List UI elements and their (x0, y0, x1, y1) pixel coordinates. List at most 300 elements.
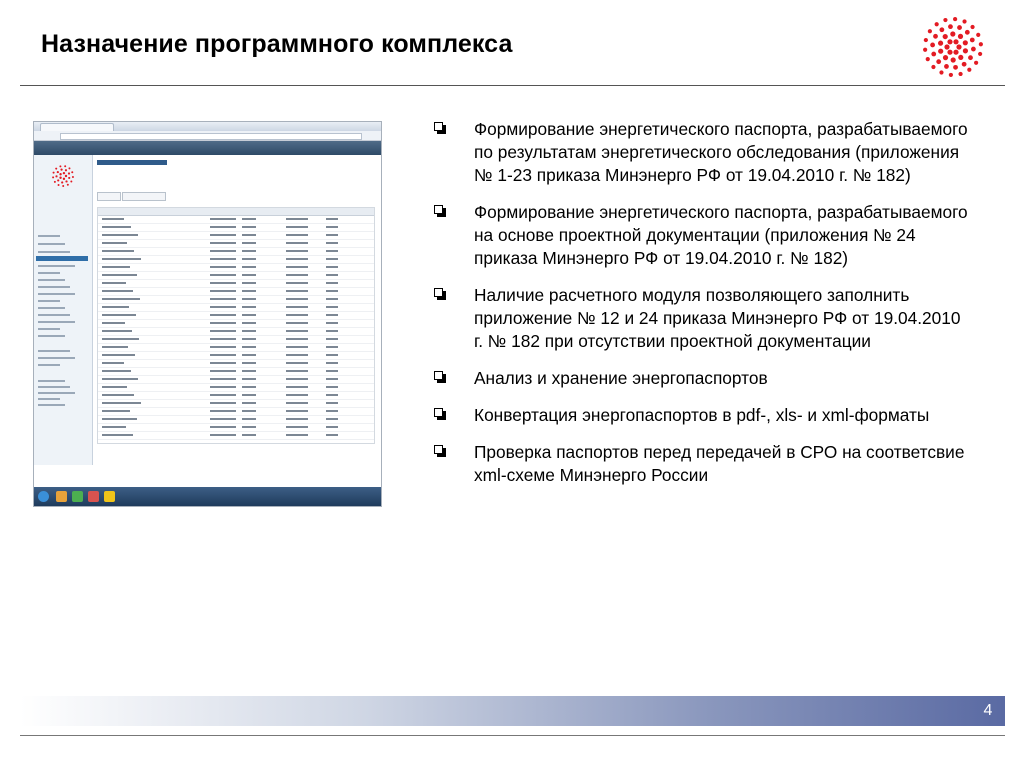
grid-cell (242, 346, 256, 348)
passport-grid (97, 207, 375, 444)
grid-cell (286, 298, 308, 300)
grid-cell (326, 274, 338, 276)
grid-cell (102, 346, 128, 348)
logo-dot (943, 55, 948, 60)
logo-dot (52, 176, 54, 178)
grid-cell (102, 362, 124, 364)
toolbar-button (97, 192, 121, 201)
grid-cell (102, 402, 141, 404)
grid-cell (326, 426, 338, 428)
grid-cell (102, 234, 138, 236)
grid-cell (242, 290, 256, 292)
grid-row (98, 368, 374, 376)
logo-dot (55, 175, 57, 177)
grid-row (98, 312, 374, 320)
logo-dot (970, 38, 975, 43)
grid-cell (326, 370, 338, 372)
grid-cell (242, 378, 256, 380)
logo-dot (936, 59, 941, 64)
grid-cell (326, 330, 338, 332)
grid-row (98, 352, 374, 360)
grid-cell (242, 234, 256, 236)
sidebar-item (38, 357, 75, 359)
sidebar-item (38, 272, 60, 274)
red-dot-sunburst-logo (918, 14, 988, 80)
square-bullet-icon (434, 205, 446, 217)
grid-cell (210, 234, 236, 236)
logo-dot (953, 65, 958, 70)
grid-row (98, 224, 374, 232)
grid-cell (286, 218, 308, 220)
grid-cell (210, 306, 236, 308)
logo-dot (944, 44, 949, 49)
square-bullet-icon (434, 122, 446, 134)
grid-cell (242, 354, 256, 356)
grid-cell (210, 434, 236, 436)
grid-cell (210, 322, 236, 324)
browser-address-bar (34, 131, 381, 141)
grid-cell (102, 322, 125, 324)
grid-cell (286, 338, 308, 340)
logo-dot (62, 185, 64, 187)
grid-cell (102, 330, 132, 332)
app-sidebar (34, 155, 93, 465)
bullet-text: Наличие расчетного модуля позволяющего заполнить приложение № 12 и 24 приказа Минэнерго РФ от 19.04.2010 г. № 182 при отсутствии проектной документации (474, 285, 961, 351)
grid-row (98, 304, 374, 312)
grid-cell (242, 330, 256, 332)
logo-dot (968, 55, 973, 60)
logo-dot (963, 40, 968, 45)
grid-cell (326, 322, 338, 324)
grid-cell (242, 282, 256, 284)
grid-row (98, 400, 374, 408)
logo-dot (958, 72, 962, 76)
toolbar-button (122, 192, 166, 201)
grid-cell (286, 322, 308, 324)
logo-dot (939, 27, 944, 32)
grid-row (98, 232, 374, 240)
grid-cell (326, 306, 338, 308)
grid-cell (210, 402, 236, 404)
logo-dot (957, 25, 962, 30)
logo-dot (923, 48, 927, 52)
grid-cell (286, 258, 308, 260)
sidebar-item (38, 328, 60, 330)
logo-dot (953, 17, 957, 21)
logo-dot (967, 68, 971, 72)
logo-dot (933, 34, 938, 39)
grid-cell (210, 290, 236, 292)
grid-cell (210, 266, 236, 268)
logo-dot (70, 181, 72, 183)
sidebar-item (38, 314, 70, 316)
logo-dot (64, 165, 66, 167)
grid-cell (210, 346, 236, 348)
grid-cell (326, 290, 338, 292)
grid-cell (326, 418, 338, 420)
grid-row (98, 280, 374, 288)
logo-dot (974, 61, 978, 65)
logo-dot (68, 177, 70, 179)
grid-cell (286, 386, 308, 388)
bullet-text: Анализ и хранение энергопаспортов (474, 368, 768, 388)
logo-dot (65, 169, 67, 171)
grid-cell (210, 282, 236, 284)
grid-row (98, 424, 374, 432)
bullet-item (434, 284, 974, 353)
grid-cell (326, 402, 338, 404)
grid-cell (210, 394, 236, 396)
taskbar-app-icon (88, 491, 99, 502)
logo-dot (949, 73, 953, 77)
bullet-item (434, 118, 974, 187)
grid-cell (102, 370, 131, 372)
grid-cell (326, 250, 338, 252)
grid-cell (210, 410, 236, 412)
grid-cell (102, 242, 127, 244)
logo-dot (962, 62, 967, 67)
grid-cell (326, 266, 338, 268)
grid-cell (210, 218, 236, 220)
logo-dot (57, 179, 59, 181)
grid-cell (242, 266, 256, 268)
grid-cell (210, 338, 236, 340)
sidebar-item (38, 335, 65, 337)
grid-row (98, 408, 374, 416)
grid-cell (286, 306, 308, 308)
grid-cell (242, 402, 256, 404)
sidebar-item (38, 251, 70, 253)
logo-dot (971, 47, 976, 52)
grid-cell (210, 354, 236, 356)
grid-cell (286, 330, 308, 332)
bullet-text: Проверка паспортов перед передачей в СРО на соответсвие xml-схеме Минэнерго России (474, 442, 965, 485)
logo-dot (67, 184, 69, 186)
logo-dot (979, 42, 983, 46)
grid-cell (102, 314, 136, 316)
grid-cell (242, 410, 256, 412)
bullet-text: Конвертация энергопаспортов в pdf-, xls- и xml-форматы (474, 405, 930, 425)
logo-dot (60, 169, 62, 171)
app-header-bar (34, 141, 381, 155)
grid-cell (286, 370, 308, 372)
sidebar-item (38, 404, 65, 406)
grid-row (98, 416, 374, 424)
logo-dot (926, 57, 930, 61)
grid-cell (102, 338, 139, 340)
logo-dot (970, 25, 974, 29)
logo-dot (931, 52, 936, 57)
footer-divider (20, 735, 1005, 736)
grid-cell (326, 298, 338, 300)
taskbar-app-icon (72, 491, 83, 502)
grid-cell (326, 218, 338, 220)
logo-dot (58, 184, 60, 186)
grid-cell (242, 394, 256, 396)
logo-dot (53, 172, 55, 174)
grid-cell (242, 418, 256, 420)
logo-dot (947, 50, 952, 55)
grid-row (98, 360, 374, 368)
logo-dot (924, 38, 928, 42)
grid-cell (102, 250, 134, 252)
grid-row (98, 384, 374, 392)
logo-dot (68, 172, 70, 174)
grid-cell (242, 226, 256, 228)
grid-cell (326, 234, 338, 236)
grid-cell (102, 226, 131, 228)
sidebar-item (38, 300, 60, 302)
sidebar-item (38, 293, 75, 295)
grid-cell (210, 386, 236, 388)
grid-cell (242, 258, 256, 260)
grid-row (98, 296, 374, 304)
grid-cell (286, 274, 308, 276)
grid-row (98, 272, 374, 280)
logo-dot (63, 172, 65, 174)
logo-dot (953, 50, 958, 55)
grid-row (98, 376, 374, 384)
footer-bar (20, 696, 1005, 726)
grid-cell (326, 378, 338, 380)
sidebar-item (38, 392, 75, 394)
grid-cell (102, 418, 137, 420)
grid-cell (242, 386, 256, 388)
square-bullet-icon (434, 371, 446, 383)
list-title-placeholder (97, 160, 167, 165)
grid-cell (102, 426, 126, 428)
grid-cell (326, 394, 338, 396)
grid-cell (242, 274, 256, 276)
logo-dot (59, 173, 61, 175)
grid-cell (102, 386, 127, 388)
app-screenshot (33, 121, 382, 507)
logo-dot (72, 176, 74, 178)
sidebar-item (38, 398, 60, 400)
square-bullet-icon (434, 445, 446, 457)
grid-cell (242, 218, 256, 220)
logo-dot (938, 41, 943, 46)
sidebar-item (38, 386, 70, 388)
sidebar-selected-item (36, 256, 88, 261)
grid-row (98, 392, 374, 400)
grid-header (98, 208, 374, 216)
logo-dot (953, 39, 958, 44)
taskbar-app-icon (56, 491, 67, 502)
grid-cell (210, 418, 236, 420)
grid-cell (326, 434, 338, 436)
sidebar-item (38, 321, 75, 323)
grid-cell (286, 418, 308, 420)
grid-cell (102, 306, 129, 308)
grid-cell (286, 242, 308, 244)
grid-cell (326, 354, 338, 356)
grid-row (98, 248, 374, 256)
logo-dot (958, 55, 963, 60)
grid-cell (210, 378, 236, 380)
sidebar-item (38, 380, 65, 382)
bullet-item (434, 404, 974, 427)
grid-cell (286, 346, 308, 348)
sidebar-item (38, 235, 60, 237)
grid-cell (210, 330, 236, 332)
grid-cell (286, 282, 308, 284)
grid-cell (242, 338, 256, 340)
grid-cell (102, 274, 137, 276)
grid-cell (242, 426, 256, 428)
grid-cell (210, 426, 236, 428)
logo-dot (948, 24, 953, 29)
logo-dot (976, 33, 980, 37)
grid-cell (326, 226, 338, 228)
square-bullet-icon (434, 288, 446, 300)
grid-row (98, 240, 374, 248)
grid-row (98, 344, 374, 352)
logo-dot (63, 178, 65, 180)
logo-dot (956, 44, 961, 49)
grid-cell (286, 290, 308, 292)
logo-dot (57, 171, 59, 173)
logo-dot (931, 65, 935, 69)
grid-cell (210, 226, 236, 228)
grid-cell (242, 362, 256, 364)
grid-cell (326, 338, 338, 340)
grid-cell (102, 354, 135, 356)
logo-dot (61, 181, 63, 183)
grid-cell (102, 290, 133, 292)
grid-cell (286, 314, 308, 316)
grid-row (98, 288, 374, 296)
grid-cell (102, 378, 138, 380)
bullet-text: Формирование энергетического паспорта, разрабатываемого на основе проектной документации (приложения № 24 приказа Минэнерго РФ от 19.04.2010 г. № 182) (474, 202, 968, 268)
logo-dot (935, 22, 939, 26)
logo-dot (944, 64, 949, 69)
logo-dot (950, 31, 955, 36)
grid-cell (102, 410, 130, 412)
grid-cell (210, 258, 236, 260)
grid-cell (242, 250, 256, 252)
logo-dot (68, 167, 70, 169)
logo-dot (938, 49, 943, 54)
grid-cell (242, 314, 256, 316)
logo-dot (943, 34, 948, 39)
grid-cell (286, 378, 308, 380)
grid-cell (286, 266, 308, 268)
grid-cell (326, 386, 338, 388)
logo-dot (65, 180, 67, 182)
logo-dot (59, 165, 61, 167)
grid-row (98, 256, 374, 264)
grid-cell (286, 234, 308, 236)
grid-row (98, 264, 374, 272)
grid-row (98, 320, 374, 328)
grid-cell (210, 250, 236, 252)
bullet-item (434, 367, 974, 390)
grid-cell (286, 410, 308, 412)
logo-dot (939, 70, 943, 74)
sidebar-item (38, 279, 65, 281)
logo-dot (55, 168, 57, 170)
grid-cell (210, 362, 236, 364)
grid-cell (210, 370, 236, 372)
sidebar-item (38, 286, 70, 288)
grid-cell (210, 242, 236, 244)
grid-cell (326, 282, 338, 284)
grid-cell (286, 354, 308, 356)
grid-cell (242, 434, 256, 436)
grid-row (98, 336, 374, 344)
grid-cell (326, 242, 338, 244)
sidebar-item (38, 243, 65, 245)
grid-row (98, 432, 374, 440)
title-divider (20, 85, 1005, 86)
browser-titlebar (34, 122, 381, 131)
logo-dot (958, 34, 963, 39)
browser-url-field (60, 133, 362, 140)
grid-row (98, 216, 374, 224)
sidebar-item (38, 350, 70, 352)
page-number: 4 (983, 702, 993, 719)
grid-cell (102, 258, 141, 260)
grid-cell (242, 306, 256, 308)
feature-list (434, 118, 974, 501)
grid-cell (286, 426, 308, 428)
grid-cell (286, 394, 308, 396)
bullet-item (434, 441, 974, 487)
sidebar-item (38, 364, 60, 366)
grid-cell (210, 298, 236, 300)
logo-dot (965, 30, 970, 35)
logo-dot (54, 181, 56, 183)
logo-dot (65, 175, 67, 177)
grid-cell (326, 314, 338, 316)
windows-taskbar (34, 465, 381, 506)
grid-cell (326, 258, 338, 260)
logo-dot (947, 39, 952, 44)
slide-title: Назначение программного комплекса (41, 30, 513, 58)
logo-dot (962, 19, 966, 23)
grid-row (98, 328, 374, 336)
grid-cell (242, 298, 256, 300)
grid-cell (286, 362, 308, 364)
logo-dot (59, 177, 61, 179)
grid-cell (102, 394, 134, 396)
grid-cell (102, 298, 140, 300)
grid-cell (242, 322, 256, 324)
logo-dot (963, 48, 968, 53)
grid-cell (286, 226, 308, 228)
start-icon (38, 491, 49, 502)
grid-cell (242, 242, 256, 244)
bullet-item (434, 201, 974, 270)
app-content (94, 157, 379, 462)
grid-cell (242, 370, 256, 372)
logo-dot (930, 43, 935, 48)
grid-cell (210, 274, 236, 276)
sidebar-item (38, 265, 75, 267)
sidebar-item (38, 307, 65, 309)
grid-cell (286, 434, 308, 436)
grid-cell (286, 402, 308, 404)
brand-logo-icon (50, 163, 76, 189)
bullet-text: Формирование энергетического паспорта, разрабатываемого по результатам энергетического обследования (приложения № 1-23 приказа Минэнерго РФ от 19.04.2010 г. № 182) (474, 119, 968, 185)
grid-cell (326, 346, 338, 348)
grid-cell (102, 434, 133, 436)
grid-cell (210, 314, 236, 316)
grid-cell (102, 282, 126, 284)
logo-dot (928, 29, 932, 33)
grid-cell (326, 410, 338, 412)
